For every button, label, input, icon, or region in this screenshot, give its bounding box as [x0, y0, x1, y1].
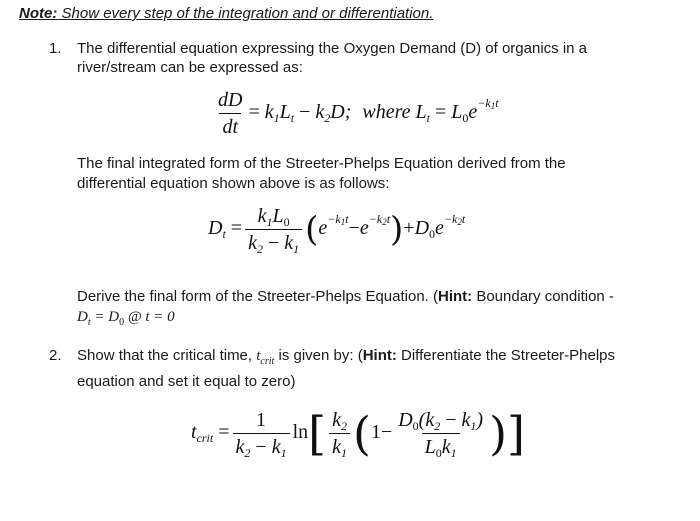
equation-3: $t_{crit}$ = $\frac{1}{k_2 - k_1}$ ln[ $\frac{k_2}{k_1}$ (1− $\frac{D_0(k_2 - k_1)}{L_0k_1}$ )]: [191, 406, 525, 461]
equation-2: $D_t$ = $\frac{k_1L_0}{k_2 - k_1}$ $(e^{-k_1t}-e^{-k_2t})+D_0e^{-k_2t}$: [208, 205, 466, 256]
boundary-condition: $D_t = D_0$ @ t = 0: [77, 309, 175, 328]
q1-para2-line2: differential equation shown above is as follows:: [77, 175, 390, 192]
hint-text-1: Boundary condition -: [472, 288, 614, 305]
hint-text-2: Differentiate the Streeter-Phelps: [396, 347, 616, 364]
q2-line2: equation and set it equal to zero): [77, 373, 296, 390]
hint-label-2: Hint:: [362, 347, 397, 364]
q2-number: 2.: [49, 347, 62, 364]
q2-line1-b: is given by: (: [278, 347, 363, 364]
equation-1: $\frac{dD}{dt}$ = $k_1L_t - k_2D$; where $L_t = L_0e^{-k_1t}$: [218, 89, 499, 138]
q1-line1: The differential equation expressing the Oxygen Demand (D) of organics in a: [77, 40, 588, 57]
note-text: Show every step of the integration and or differentiation.: [61, 5, 434, 22]
tcrit-symbol: $t_{crit}$: [256, 348, 275, 367]
q1-para2-line1: The final integrated form of the Streeter-Phelps Equation derived from the: [77, 155, 566, 172]
q2-line1: [77, 346, 615, 366]
derive-line: [77, 287, 614, 307]
hint-label-1: Hint:: [438, 288, 473, 305]
note-label: Note:: [19, 5, 58, 22]
q2-line1-a: Show that the critical time,: [77, 347, 253, 364]
q1-number: 1.: [49, 40, 62, 57]
derive-text: Derive the final form of the Streeter-Phelps Equation. (: [77, 288, 439, 305]
q1-line2: river/stream can be expressed as:: [77, 59, 303, 76]
note-line: [19, 4, 433, 24]
